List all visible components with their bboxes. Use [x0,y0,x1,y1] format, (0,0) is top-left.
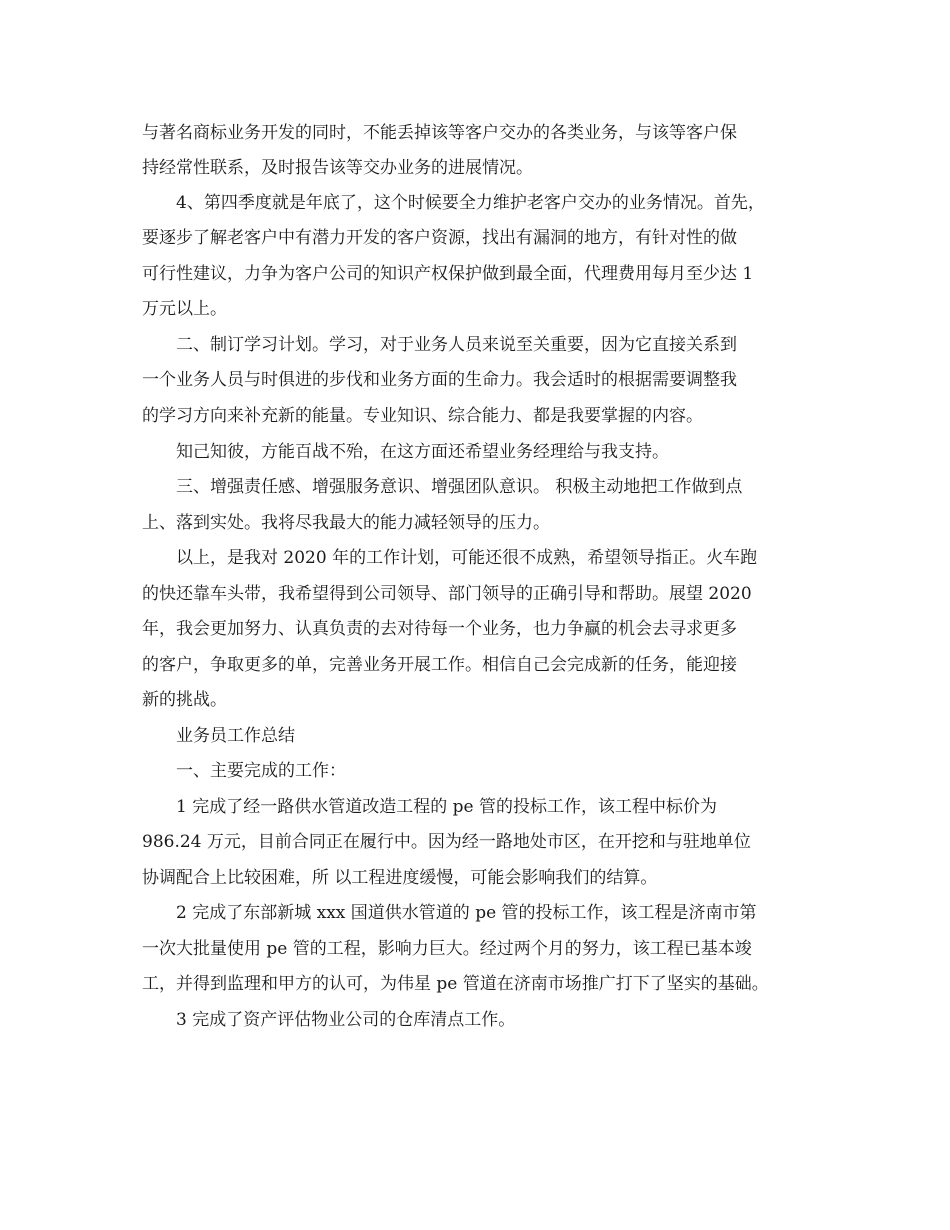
text-line: 2 完成了东部新城 xxx 国道供水管道的 pe 管的投标工作，该工程是济南市第 [176,903,757,923]
text-line: 协调配合上比较困难，所 以工程进度缓慢，可能会影响我们的结算。 [142,868,658,888]
text-line: 1 完成了经一路供水管道改造工程的 pe 管的投标工作，该工程中标价为 [176,797,717,817]
section-heading: 业务员工作总结 [176,726,295,746]
text-line: 上、落到实处。我将尽我最大的能力减轻领导的压力。 [142,513,550,533]
text-line: 一个业务人员与时俱进的步伐和业务方面的生命力。我会适时的根据需要调整我 [142,370,737,390]
text-line: 4、第四季度就是年底了，这个时候要全力维护老客户交办的业务情况。首先， [176,193,765,213]
text-line: 与著名商标业务开发的同时，不能丢掉该等客户交办的各类业务，与该等客户保 [142,123,737,143]
text-line: 986.24 万元，目前合同正在履行中。因为经一路地处市区，在开挖和与驻地单位 [142,832,751,852]
text-line: 的学习方向来补充新的能量。专业知识、综合能力、都是我要掌握的内容。 [142,406,703,426]
text-line: 一、主要完成的工作： [176,761,346,781]
text-line: 的快还靠车头带，我希望得到公司领导、部门领导的正确引导和帮助。展望 2020 [142,584,752,604]
text-line: 新的挑战。 [142,690,227,710]
text-line: 的客户，争取更多的单，完善业务开展工作。相信自己会完成新的任务，能迎接 [142,655,737,675]
text-line: 三、增强责任感、增强服务意识、增强团队意识。 积极主动地把工作做到点 [176,477,743,497]
text-line: 一次大批量使用 pe 管的工程，影响力巨大。经过两个月的努力，该工程已基本竣 [142,939,752,959]
text-line: 二、制订学习计划。学习，对于业务人员来说至关重要，因为它直接关系到 [176,335,737,355]
text-line: 知己知彼，方能百战不殆，在这方面还希望业务经理给与我支持。 [176,442,669,462]
text-line: 持经常性联系，及时报告该等交办业务的进展情况。 [142,158,533,178]
text-line: 3 完成了资产评估物业公司的仓库清点工作。 [176,1010,516,1030]
text-line: 工，并得到监理和甲方的认可，为伟星 pe 管道在济南市场推广打下了坚实的基础。 [142,974,769,994]
text-line: 万元以上。 [142,299,227,319]
text-line: 年，我会更加努力、认真负责的去对待每一个业务，也力争赢的机会去寻求更多 [142,619,737,639]
text-line: 要逐步了解老客户中有潜力开发的客户资源，找出有漏洞的地方，有针对性的做 [142,228,737,248]
text-line: 可行性建议，力争为客户公司的知识产权保护做到最全面，代理费用每月至少达 1 [142,264,754,284]
text-line: 以上，是我对 2020 年的工作计划，可能还很不成熟，希望领导指正。火车跑 [176,548,758,568]
